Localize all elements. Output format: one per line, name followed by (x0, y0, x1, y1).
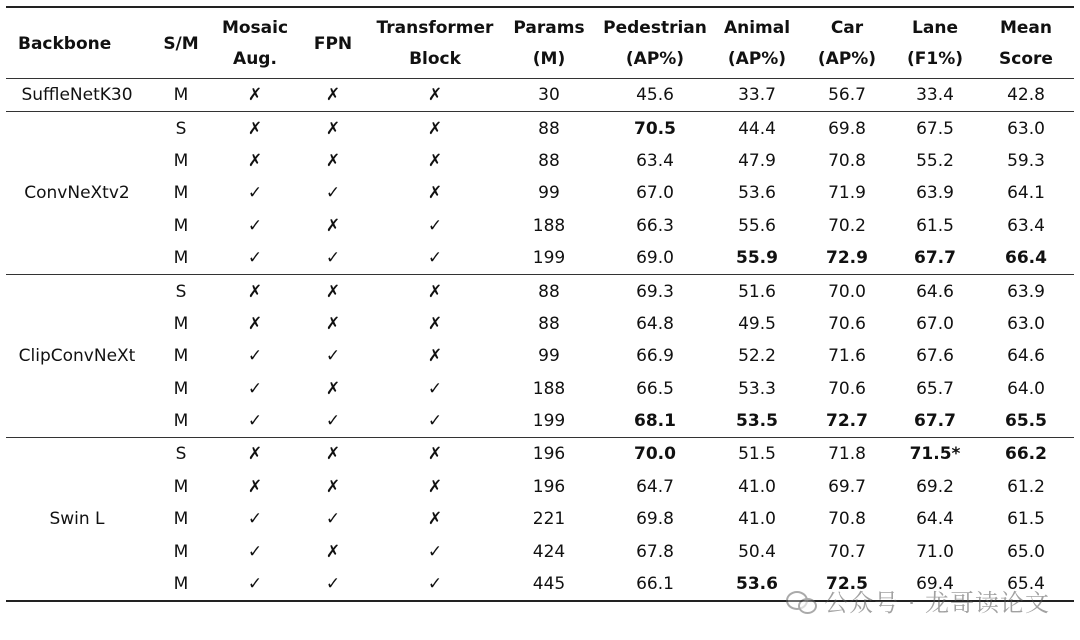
cell-lane: 71.0 (916, 541, 954, 562)
header-line: FPN (313, 33, 353, 54)
cell-pedestrian: 64.8 (636, 313, 674, 334)
header-line: S/M (163, 33, 199, 54)
check-icon: ✓ (247, 541, 263, 562)
check-icon: ✓ (325, 183, 341, 204)
cell-params: 99 (538, 346, 560, 367)
header-line: Backbone (18, 33, 112, 54)
cell-lane: 61.5 (916, 215, 954, 236)
cell-pedestrian: 64.7 (636, 476, 674, 497)
cell-params: 30 (538, 85, 560, 106)
cell-sm: S (175, 281, 187, 302)
check-icon: ✓ (247, 378, 263, 399)
backbone-name: SuffleNetK30 (21, 85, 133, 106)
cell-mean: 64.0 (1007, 378, 1045, 399)
check-icon: ✓ (325, 346, 341, 367)
cell-lane: 67.7 (914, 248, 956, 269)
group-swin-l (6, 438, 1074, 601)
cross-icon: ✗ (427, 509, 443, 530)
cell-lane: 67.6 (916, 346, 954, 367)
header-line: Block (409, 49, 461, 69)
cell-pedestrian: 69.3 (636, 281, 674, 302)
cross-icon: ✗ (325, 118, 341, 139)
header-pedestrian (598, 7, 712, 79)
cross-icon: ✗ (247, 150, 263, 171)
cell-mean: 66.4 (1005, 248, 1047, 269)
cell-mean: 61.2 (1007, 476, 1045, 497)
cell-car: 70.8 (828, 509, 866, 530)
header-line: Pedestrian (603, 18, 707, 38)
cell-sm: S (175, 444, 187, 465)
cell-params: 445 (532, 574, 566, 595)
check-icon: ✓ (247, 215, 263, 236)
cell-lane: 55.2 (916, 150, 954, 171)
watermark-text: 公众号 · 龙哥读论文 (824, 589, 1050, 617)
check-icon: ✓ (325, 411, 341, 432)
cell-animal: 53.5 (736, 411, 778, 432)
header-line: (AP%) (625, 49, 685, 69)
header-line: (M) (532, 49, 566, 69)
cell-mean: 65.5 (1005, 411, 1047, 432)
cell-lane: 64.6 (916, 281, 954, 302)
header-line: (AP%) (727, 49, 787, 69)
cell-mean: 65.0 (1007, 541, 1045, 562)
backbone-name: ConvNeXtv2 (24, 183, 130, 204)
header-fpn (296, 7, 370, 79)
cell-pedestrian: 69.8 (636, 509, 674, 530)
cell-animal: 51.5 (738, 444, 776, 465)
cell-sm: M (173, 574, 189, 595)
cell-car: 70.2 (828, 215, 866, 236)
cell-pedestrian: 63.4 (636, 150, 674, 171)
cell-animal: 47.9 (738, 150, 776, 171)
check-icon: ✓ (247, 346, 263, 367)
cell-lane: 67.0 (916, 313, 954, 334)
table-header (6, 7, 1074, 79)
cross-icon: ✗ (325, 85, 341, 106)
check-icon: ✓ (427, 378, 443, 399)
table-row (6, 568, 1074, 601)
cell-car: 56.7 (828, 85, 866, 106)
cell-pedestrian: 66.1 (636, 574, 674, 595)
cell-sm: M (173, 411, 189, 432)
cell-lane: 69.2 (916, 476, 954, 497)
check-icon: ✓ (427, 541, 443, 562)
cell-sm: M (173, 509, 189, 530)
cell-animal: 52.2 (738, 346, 776, 367)
cell-animal: 41.0 (738, 509, 776, 530)
cell-pedestrian: 70.0 (634, 444, 676, 465)
cell-animal: 51.6 (738, 281, 776, 302)
cell-params: 199 (532, 411, 566, 432)
check-icon: ✓ (247, 248, 263, 269)
cell-sm: M (173, 150, 189, 171)
cell-pedestrian: 69.0 (636, 248, 674, 269)
cell-params: 88 (538, 313, 560, 334)
cross-icon: ✗ (325, 313, 341, 334)
header-params (500, 7, 598, 79)
cross-icon: ✗ (427, 183, 443, 204)
header-line: Lane (912, 18, 958, 38)
header-line: Animal (723, 18, 791, 38)
table-row (6, 535, 1074, 567)
cell-pedestrian: 70.5 (634, 118, 676, 139)
cell-mean: 63.0 (1007, 118, 1045, 139)
check-icon: ✓ (427, 248, 443, 269)
cross-icon: ✗ (247, 85, 263, 106)
check-icon: ✓ (247, 574, 263, 595)
check-icon: ✓ (325, 509, 341, 530)
cell-car: 70.0 (828, 281, 866, 302)
cell-sm: M (173, 346, 189, 367)
cell-animal: 44.4 (738, 118, 776, 139)
cell-pedestrian: 45.6 (636, 85, 674, 106)
cross-icon: ✗ (427, 281, 443, 302)
cell-car: 71.8 (828, 444, 866, 465)
group-clipconvnext (6, 275, 1074, 438)
cell-lane: 33.4 (916, 85, 954, 106)
cell-params: 88 (538, 118, 560, 139)
cell-params: 99 (538, 183, 560, 204)
cell-lane: 63.9 (916, 183, 954, 204)
cell-sm: M (173, 248, 189, 269)
cross-icon: ✗ (325, 150, 341, 171)
header-line: Score (999, 49, 1053, 69)
results-table (6, 6, 1074, 602)
cell-mean: 64.6 (1007, 346, 1045, 367)
cell-sm: S (175, 118, 187, 139)
cell-pedestrian: 66.9 (636, 346, 674, 367)
cross-icon: ✗ (427, 444, 443, 465)
header-line: (AP%) (817, 49, 877, 69)
cross-icon: ✗ (427, 118, 443, 139)
table-row (6, 373, 1074, 405)
group-convnextv2 (6, 112, 1074, 275)
table-row (6, 438, 1074, 471)
cell-params: 88 (538, 150, 560, 171)
cell-params: 424 (532, 541, 566, 562)
table-row (6, 503, 1074, 535)
cell-pedestrian: 66.3 (636, 215, 674, 236)
check-icon: ✓ (325, 248, 341, 269)
cross-icon: ✗ (427, 150, 443, 171)
cell-lane: 67.7 (914, 411, 956, 432)
header-mean (978, 7, 1074, 79)
cell-lane: 71.5* (909, 444, 961, 465)
check-icon: ✓ (247, 411, 263, 432)
header-line: Transformer (376, 18, 494, 38)
cell-sm: M (173, 215, 189, 236)
cell-car: 70.8 (828, 150, 866, 171)
header-car (802, 7, 892, 79)
group-sufflenetk30 (6, 79, 1074, 112)
cell-animal: 53.3 (738, 378, 776, 399)
cell-mean: 63.9 (1007, 281, 1045, 302)
header-mosaic (214, 7, 296, 79)
backbone-name: Swin L (49, 509, 105, 530)
check-icon: ✓ (427, 215, 443, 236)
header-line: Aug. (233, 49, 277, 69)
header-animal (712, 7, 802, 79)
cell-pedestrian: 66.5 (636, 378, 674, 399)
cell-car: 71.9 (828, 183, 866, 204)
table-row (6, 471, 1074, 503)
cross-icon: ✗ (247, 476, 263, 497)
cell-car: 72.5 (826, 574, 868, 595)
cell-params: 88 (538, 281, 560, 302)
cell-car: 71.6 (828, 346, 866, 367)
cross-icon: ✗ (325, 378, 341, 399)
cell-car: 72.9 (826, 248, 868, 269)
cross-icon: ✗ (247, 313, 263, 334)
header-lane (892, 7, 978, 79)
table-row (6, 79, 1074, 112)
header-line: (F1%) (906, 49, 963, 69)
cell-pedestrian: 67.8 (636, 541, 674, 562)
cell-lane: 67.5 (916, 118, 954, 139)
cell-sm: M (173, 378, 189, 399)
cell-animal: 41.0 (738, 476, 776, 497)
cell-car: 70.6 (828, 378, 866, 399)
check-icon: ✓ (247, 183, 263, 204)
cell-mean: 65.4 (1007, 574, 1045, 595)
cross-icon: ✗ (247, 118, 263, 139)
cell-mean: 59.3 (1007, 150, 1045, 171)
check-icon: ✓ (325, 574, 341, 595)
header-line: Car (830, 18, 864, 38)
cell-sm: M (173, 183, 189, 204)
cell-car: 69.8 (828, 118, 866, 139)
cross-icon: ✗ (427, 346, 443, 367)
cross-icon: ✗ (325, 444, 341, 465)
cross-icon: ✗ (427, 476, 443, 497)
cell-car: 70.6 (828, 313, 866, 334)
cell-animal: 50.4 (738, 541, 776, 562)
cell-animal: 49.5 (738, 313, 776, 334)
table-row (6, 340, 1074, 372)
cell-sm: M (173, 313, 189, 334)
cell-lane: 65.7 (916, 378, 954, 399)
cell-animal: 55.6 (738, 215, 776, 236)
cross-icon: ✗ (427, 85, 443, 106)
cell-pedestrian: 67.0 (636, 183, 674, 204)
cell-sm: M (173, 476, 189, 497)
cell-animal: 55.9 (736, 248, 778, 269)
table-row (6, 112, 1074, 145)
header-sm (148, 7, 214, 79)
check-icon: ✓ (247, 509, 263, 530)
cell-mean: 66.2 (1005, 444, 1047, 465)
cross-icon: ✗ (325, 281, 341, 302)
cell-sm: M (173, 85, 189, 106)
cell-pedestrian: 68.1 (634, 411, 676, 432)
check-icon: ✓ (427, 411, 443, 432)
cell-mean: 61.5 (1007, 509, 1045, 530)
cell-mean: 63.0 (1007, 313, 1045, 334)
table-row (6, 210, 1074, 242)
cell-params: 196 (532, 444, 566, 465)
cross-icon: ✗ (325, 215, 341, 236)
header-backbone (6, 7, 148, 79)
cell-params: 221 (532, 509, 566, 530)
header-line: Params (513, 18, 585, 38)
cross-icon: ✗ (247, 281, 263, 302)
header-line: Mosaic (221, 18, 289, 38)
table-row (6, 242, 1074, 275)
cell-animal: 53.6 (738, 183, 776, 204)
cell-params: 196 (532, 476, 566, 497)
table-row (6, 405, 1074, 438)
header-transformer (370, 7, 500, 79)
cell-car: 69.7 (828, 476, 866, 497)
table-row (6, 177, 1074, 209)
cell-car: 72.7 (826, 411, 868, 432)
cell-sm: M (173, 541, 189, 562)
cell-animal: 53.6 (736, 574, 778, 595)
cell-params: 188 (532, 215, 566, 236)
header-line: Mean (999, 18, 1053, 38)
cell-mean: 64.1 (1007, 183, 1045, 204)
table-row (6, 145, 1074, 177)
table-row (6, 275, 1074, 308)
cell-lane: 64.4 (916, 509, 954, 530)
cell-params: 188 (532, 378, 566, 399)
cell-lane: 69.4 (916, 574, 954, 595)
cell-car: 70.7 (828, 541, 866, 562)
cell-animal: 33.7 (738, 85, 776, 106)
cell-mean: 63.4 (1007, 215, 1045, 236)
cross-icon: ✗ (427, 313, 443, 334)
cross-icon: ✗ (325, 541, 341, 562)
cell-params: 199 (532, 248, 566, 269)
cross-icon: ✗ (325, 476, 341, 497)
cell-mean: 42.8 (1007, 85, 1045, 106)
cross-icon: ✗ (247, 444, 263, 465)
check-icon: ✓ (427, 574, 443, 595)
table-row (6, 308, 1074, 340)
header-row (6, 7, 1074, 79)
backbone-name: ClipConvNeXt (18, 346, 136, 367)
